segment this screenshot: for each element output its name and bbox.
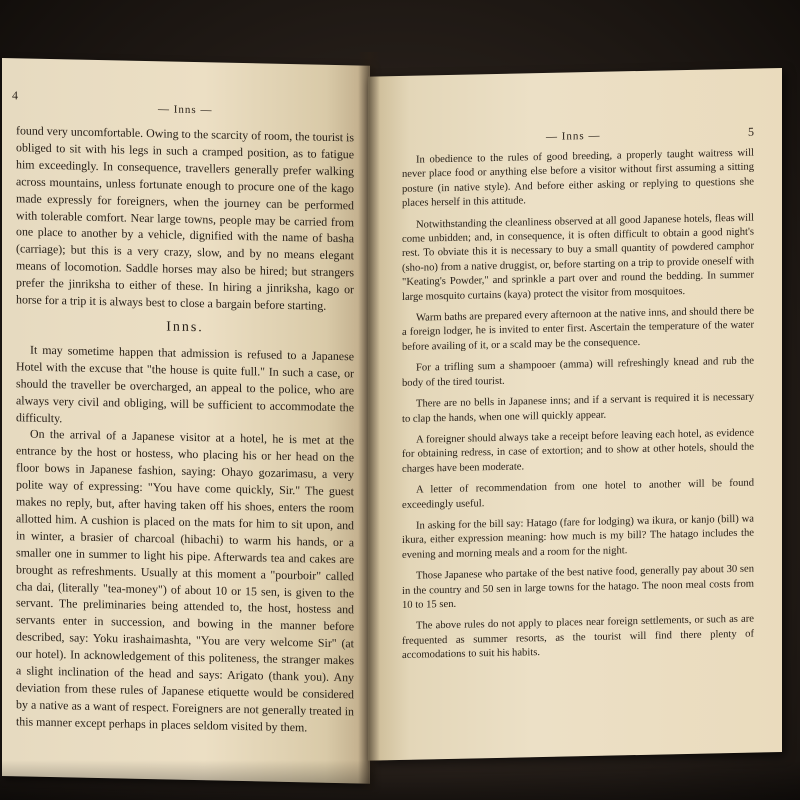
paragraph: For a trifling sum a shampooer (amma) will refreshingly knead and rub the body of the tired tourist. xyxy=(402,355,754,389)
paragraph: The above rules do not apply to places near foreign settlements, or such as are frequented as summer resorts, as the tourist will find there plenty of accomodations to suit his habits. xyxy=(402,613,754,662)
left-page-body xyxy=(16,122,354,737)
paragraph: There are no bells in Japanese inns; and if a servant is required it is necessary to clap the hands, when one will quickly appear. xyxy=(402,391,754,425)
paragraph: Those Japanese who partake of the best native food, generally pay about 30 sen in the country and 50 sen in large towns for the hatago. The noon meal costs from 10 to 15 sen. xyxy=(402,563,754,611)
paragraph: Notwithstanding the cleanliness observed at all good Japanese hotels, fleas will come unbidden; and, in consequence, it is often difficult to obtain a good night's rest. To obviate this it is necessary to buy a small quantity of powdered camphor (sho-no) from a native druggist, or, before starting on a trip to provide oneself with "Keating's Powder," and sprinkle a part over and round the bedding. In summer large mosquito curtains (kaya) protect the visitor from mosquitoes. xyxy=(402,212,754,303)
page-number-left: 4 xyxy=(12,88,18,103)
paragraph: In obedience to the rules of good breeding, a properly taught waitress will never place food or anything else before a visitor without first assuming a sitting posture (in native style). And before either asking or replying to questions she places herself in this attitude. xyxy=(402,147,754,210)
right-page xyxy=(368,68,782,761)
right-page-body xyxy=(402,147,754,671)
paragraph: In asking for the bill say: Hatago (fare for lodging) wa ikura, or kanjo (bill) wa ikura, either expression meaning: how much is my bill? The hatago includes the evening and morning meals and a room for the night. xyxy=(402,513,754,561)
running-head-left: — Inns — xyxy=(158,103,213,117)
paragraph: A letter of recommendation from one hotel to another will be found exceedingly useful. xyxy=(402,477,754,511)
paragraph: found very uncomfortable. Owing to the scarcity of room, the tourist is obliged to sit with his legs in such a cramped position, as to fatigue him exceedingly. In consequence, travellers generally prefer walking across mountains, unless fortunate enough to procure one of the kago made expressly for foreigners, when the journey can be performed with tolerable comfort. Near large towns, people may be carried from one place to another by a vehicle, dignified with the name of basha (carriage); but this is a very crazy, slow, and by no means elegant means of locomotion. Saddle horses may also be hired; but strangers prefer the jinriksha to either of these. In hiring a jinriksha, kago or horse for a trip it is always best to close a bargain before starting. xyxy=(16,123,354,313)
paragraph: Warm baths are prepared every afternoon at the native inns, and should there be a foreign lodger, he is invited to enter first. Ascertain the temperature of the water before availing of it, or a scald may be the consequence. xyxy=(402,305,755,353)
section-heading: Inns. xyxy=(166,319,204,336)
page-number-right: 5 xyxy=(748,124,754,139)
paragraph: It may sometime happen that admission is refused to a Japanese Hotel with the excuse that "the house is quite full." In such a case, or should the traveller be overcharged, an appeal to the police, who are always very civil and obliging, will be sufficient to accommodate the difficulty. xyxy=(16,342,354,425)
running-head-right: — Inns — xyxy=(546,129,601,143)
left-page xyxy=(2,58,370,784)
paragraph: A foreigner should always take a receipt before leaving each hotel, as evidence for obtaining redress, in case of extortion; and to show at other hotels, should the charges have been moderate. xyxy=(402,427,754,475)
bottom-shadow xyxy=(0,760,800,800)
paragraph: On the arrival of a Japanese visitor at a hotel, he is met at the entrance by the host or hostess, who placing his or her head on the floor bows in Japanese fashion, saying: Ohayo gozarimasu, a very polite way of expressing: "You have come quickly, Sir." The guest makes no reply, but, after having taken off his shoes, enters the room allotted him. A cushion is placed on the mats for him to sit upon, and in winter, a brasier of charcoal (hibachi) to warm his hands, or a smaller one in summer to light his pipe. Afterwards tea and cakes are brought as refreshments. Usually at this moment a "pourboir" called cha dai, (literally "tea-money") of about 10 or 15 sen, is given to the servant. The preliminaries being attended to, the host, hostess and servants enter in succession, and bowing in the manner before described, say: Yoku irashaimashta, "You are very welcome Sir" (at our hotel). In acknowledgement of this politeness, the stranger makes a slight inclination of the head and says: Arigato (thank you). Any deviation from these rules of Japanese etiquette would be considered by a native as a want of respect. Foreigners are not generally treated in this manner except perhaps in places seldom visited by them. xyxy=(16,426,354,735)
